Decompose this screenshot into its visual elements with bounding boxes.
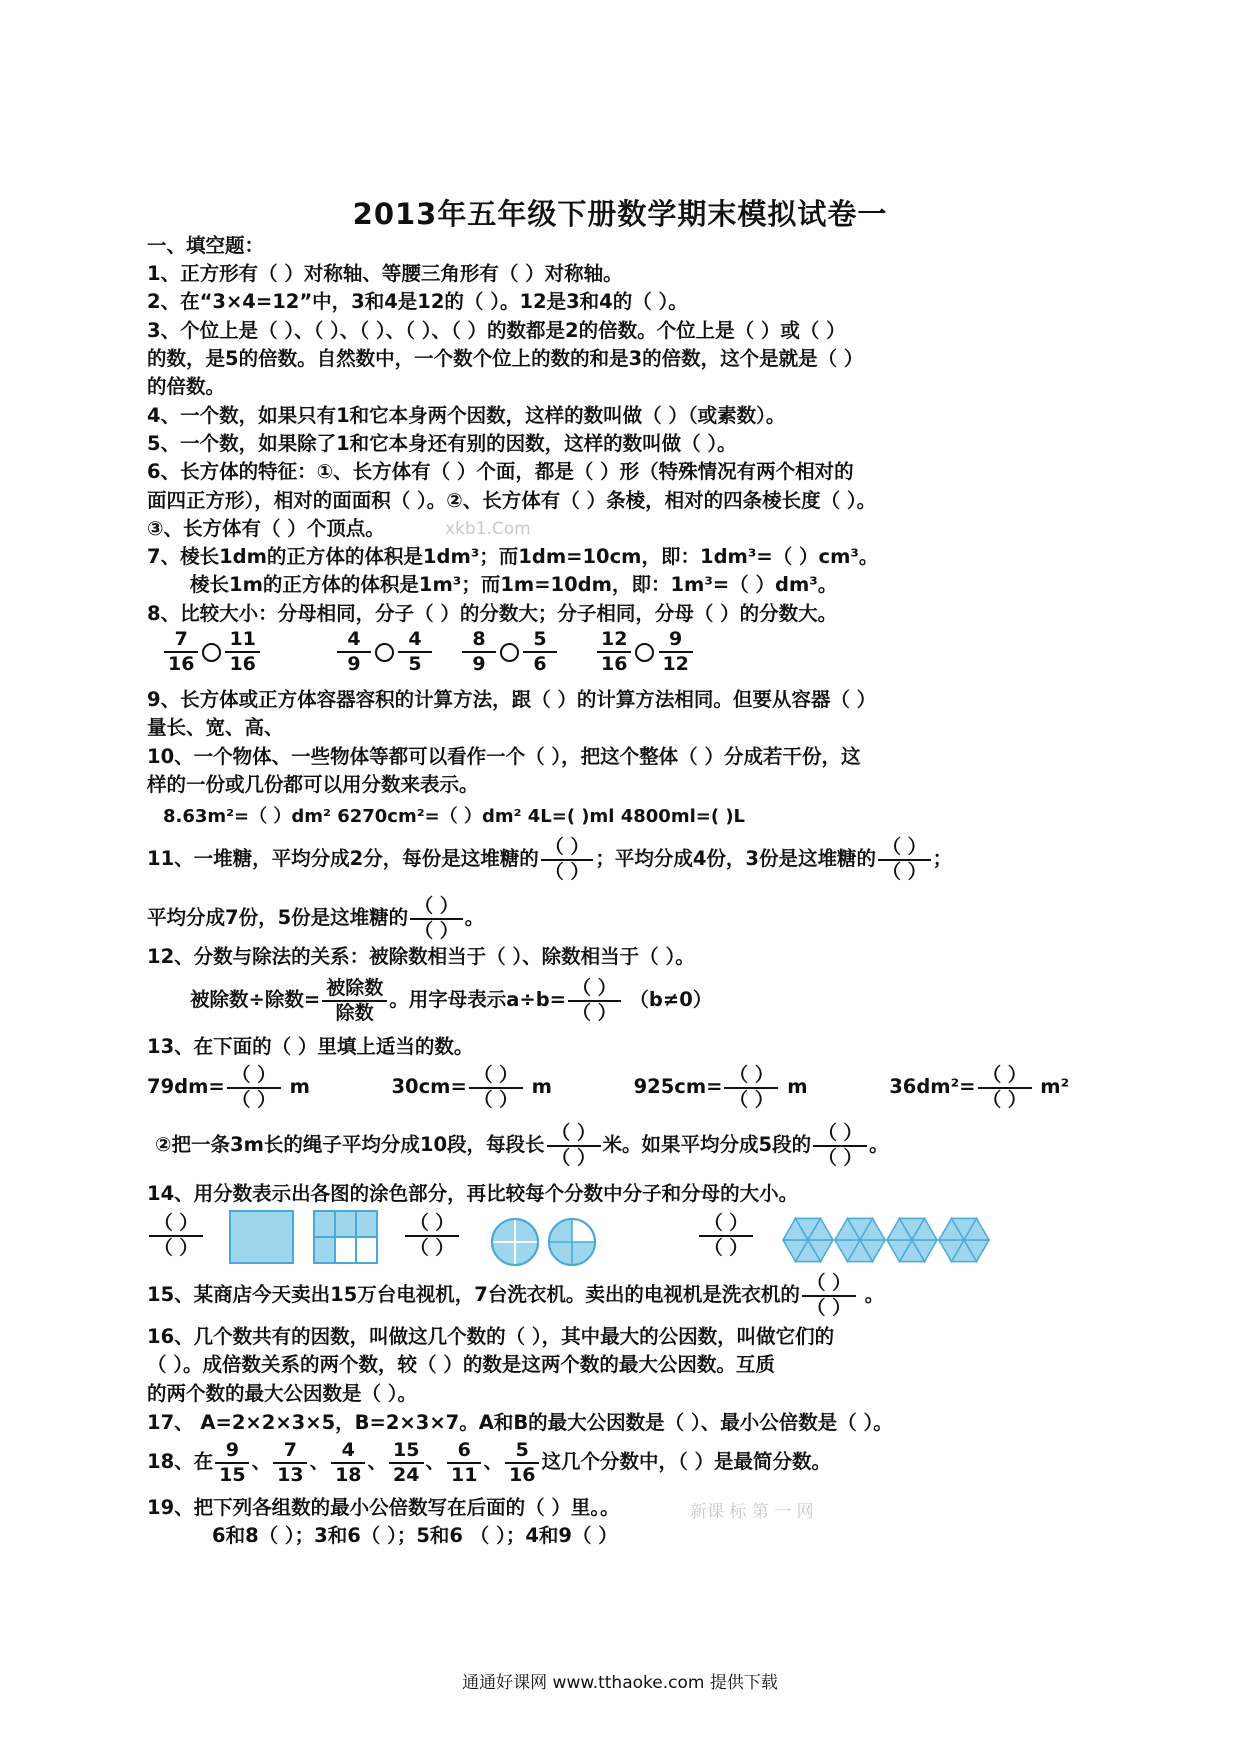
- grid-square-figure: [312, 1209, 379, 1265]
- hexagons-figure: [782, 1213, 992, 1267]
- question-11-line-1: 11、一堆糖，平均分成2分，每份是这堆糖的 $\frac{( )}{( )}$ ；平均分成4份，3份是这堆糖的 $\frac{( )}{( )}$ ；: [147, 835, 953, 883]
- question-7-line-1: 7、棱长1dm的正方体的体积是1dm³；而1dm=10cm，即：1dm³=（ ）cm³。: [147, 545, 879, 568]
- question-13: 13、在下面的（ ）里填上适当的数。: [147, 1035, 474, 1058]
- question-13-part-2: ②把一条3m长的绳子平均分成10段，每段长 $\frac{( )}{( )}$ 米。如果平均分成5段的 $\frac{( )}{( )}$ 。: [155, 1121, 889, 1169]
- compare-pair-2: $\frac{4}{9}$ $\frac{4}{5}$: [335, 628, 434, 676]
- question-2: 2、在“3×4=12”中，3和4是12的（ ）。12是3和4的（ ）。: [147, 290, 688, 313]
- question-3-line-3: 的倍数。: [147, 375, 226, 398]
- question-3-line-2: 的数，是5的倍数。自然数中，一个数个位上的数的和是3的倍数，这个是就是（ ）: [147, 347, 864, 370]
- question-3-line-1: 3、个位上是（ ）、（ ）、（ ）、（ ）、（ ）的数都是2的倍数。个位上是（ ）或（ ）: [147, 319, 846, 342]
- watermark: xkb1.Com: [445, 519, 531, 539]
- circle-pair-figure: [490, 1217, 606, 1267]
- footer: 通通好课网 www.tthaoke.com 提供下载: [462, 1673, 778, 1693]
- answer-14-1: $\frac{( )}{( )}$: [147, 1210, 205, 1260]
- question-19: 19、把下列各组数的最小公倍数写在后面的（ ）里。。: [147, 1496, 620, 1519]
- question-16-line-2: （ ）。成倍数关系的两个数，较（ ）的数是这两个数的最大公因数。互质: [147, 1353, 775, 1376]
- question-15: 15、某商店今天卖出15万台电视机，7台洗衣机。卖出的电视机是洗衣机的 $\frac{( )}{( )}$ 。: [147, 1271, 885, 1319]
- question-12-line-1: 12、分数与除法的关系：被除数相当于（ ）、除数相当于（ ）。: [147, 945, 695, 968]
- watermark: 新课 标 第 一 网: [690, 1502, 814, 1522]
- question-9-line-1: 9、长方体或正方体容器容积的计算方法，跟（ ）的计算方法相同。但要从容器（ ）: [147, 688, 877, 711]
- compare-pair-1: $\frac{7}{16}$ $\frac{11}{16}$: [162, 628, 262, 676]
- question-16-line-1: 16、几个数共有的因数，叫做这几个数的（ ），其中最大的公因数，叫做它们的: [147, 1325, 835, 1348]
- question-11-line-2: 平均分成7份，5份是这堆糖的 $\frac{( )}{( )}$ 。: [147, 894, 485, 942]
- compare-circle[interactable]: [500, 643, 519, 662]
- question-12-line-2: 被除数÷除数= $\frac{\text{被除数}}{\text{除数}}$ 。用字母表示a÷b= $\frac{( )}{( )}$ （b≠0）: [190, 976, 713, 1024]
- compare-pair-3: $\frac{8}{9}$ $\frac{5}{6}$: [460, 628, 559, 676]
- question-17: 17、 A=2×2×3×5，B=2×3×7。A和B的最大公因数是（ ）、最小公倍数是（ ）。: [147, 1411, 893, 1434]
- question-6-line-1: 6、长方体的特征：①、长方体有（ ）个面，都是（ ）形（特殊情况有两个相对的: [147, 460, 854, 483]
- question-10-line-2: 样的一份或几份都可以用分数来表示。: [147, 773, 479, 796]
- section-heading: 一、填空题：: [147, 234, 265, 257]
- question-1: 1、正方形有（ ）对称轴、等腰三角形有（ ）对称轴。: [147, 262, 623, 285]
- question-7-line-2: 棱长1m的正方体的体积是1m³；而1m=10dm，即：1m³=（ ）dm³。: [190, 573, 838, 596]
- shaded-square-figure: [228, 1209, 295, 1265]
- question-14: 14、用分数表示出各图的涂色部分，再比较每个分数中分子和分母的大小。: [147, 1182, 799, 1205]
- question-10-line-1: 10、一个物体、一些物体等都可以看作一个（ ），把这个整体（ ）分成若干份，这: [147, 745, 861, 768]
- compare-circle[interactable]: [635, 643, 654, 662]
- question-5: 5、一个数，如果除了1和它本身还有别的因数，这样的数叫做（ ）。: [147, 432, 737, 455]
- page-title: 2013年五年级下册数学期末模拟试卷一: [352, 197, 888, 231]
- question-9-line-2: 量长、宽、高、: [147, 716, 284, 739]
- compare-circle[interactable]: [375, 643, 394, 662]
- question-6-line-2: 面四正方形），相对的面面积（ ）。②、长方体有（ ）条棱，相对的四条棱长度（ ）。: [147, 489, 877, 512]
- question-18: 18、在 $\frac{9}{15}$ 、 $\frac{7}{13}$ 、 $\frac{4}{18}$ 、 $\frac{15}{24}$ 、 $\frac{6}{11}$ 、 $\frac{5}{16}$ 这几个分数中，（ ）是最简分数。: [147, 1438, 831, 1486]
- compare-circle[interactable]: [202, 643, 221, 662]
- answer-14-2: $\frac{( )}{( )}$: [403, 1210, 461, 1260]
- compare-pair-4: $\frac{12}{16}$ $\frac{9}{12}$: [595, 628, 695, 676]
- question-8: 8、比较大小：分母相同，分子（ ）的分数大；分子相同，分母（ ）的分数大。: [147, 602, 838, 625]
- question-6-line-3: ③、长方体有（ ）个顶点。: [147, 517, 385, 540]
- answer-14-3: $\frac{( )}{( )}$: [697, 1210, 755, 1260]
- question-16-line-3: 的两个数的最大公因数是（ ）。: [147, 1382, 418, 1405]
- question-13-row: 79dm= $\frac{( )}{( )}$ m 30cm= $\frac{( )}{( )}$ m 925cm= $\frac{( )}{( )}$ m 36dm²= $\frac{( )}{( )}$ m²: [147, 1063, 1070, 1111]
- question-19-items: 6和8（ ）；3和6（ ）；5和6 （ ）；4和9（ ）: [212, 1524, 618, 1547]
- question-4: 4、一个数，如果只有1和它本身两个因数，这样的数叫做（ ）（或素数）。: [147, 404, 786, 427]
- question-10-conversions: 8.63m²=（ ）dm² 6270cm²=（ ）dm² 4L=( )ml 4800ml=( )L: [163, 806, 746, 827]
